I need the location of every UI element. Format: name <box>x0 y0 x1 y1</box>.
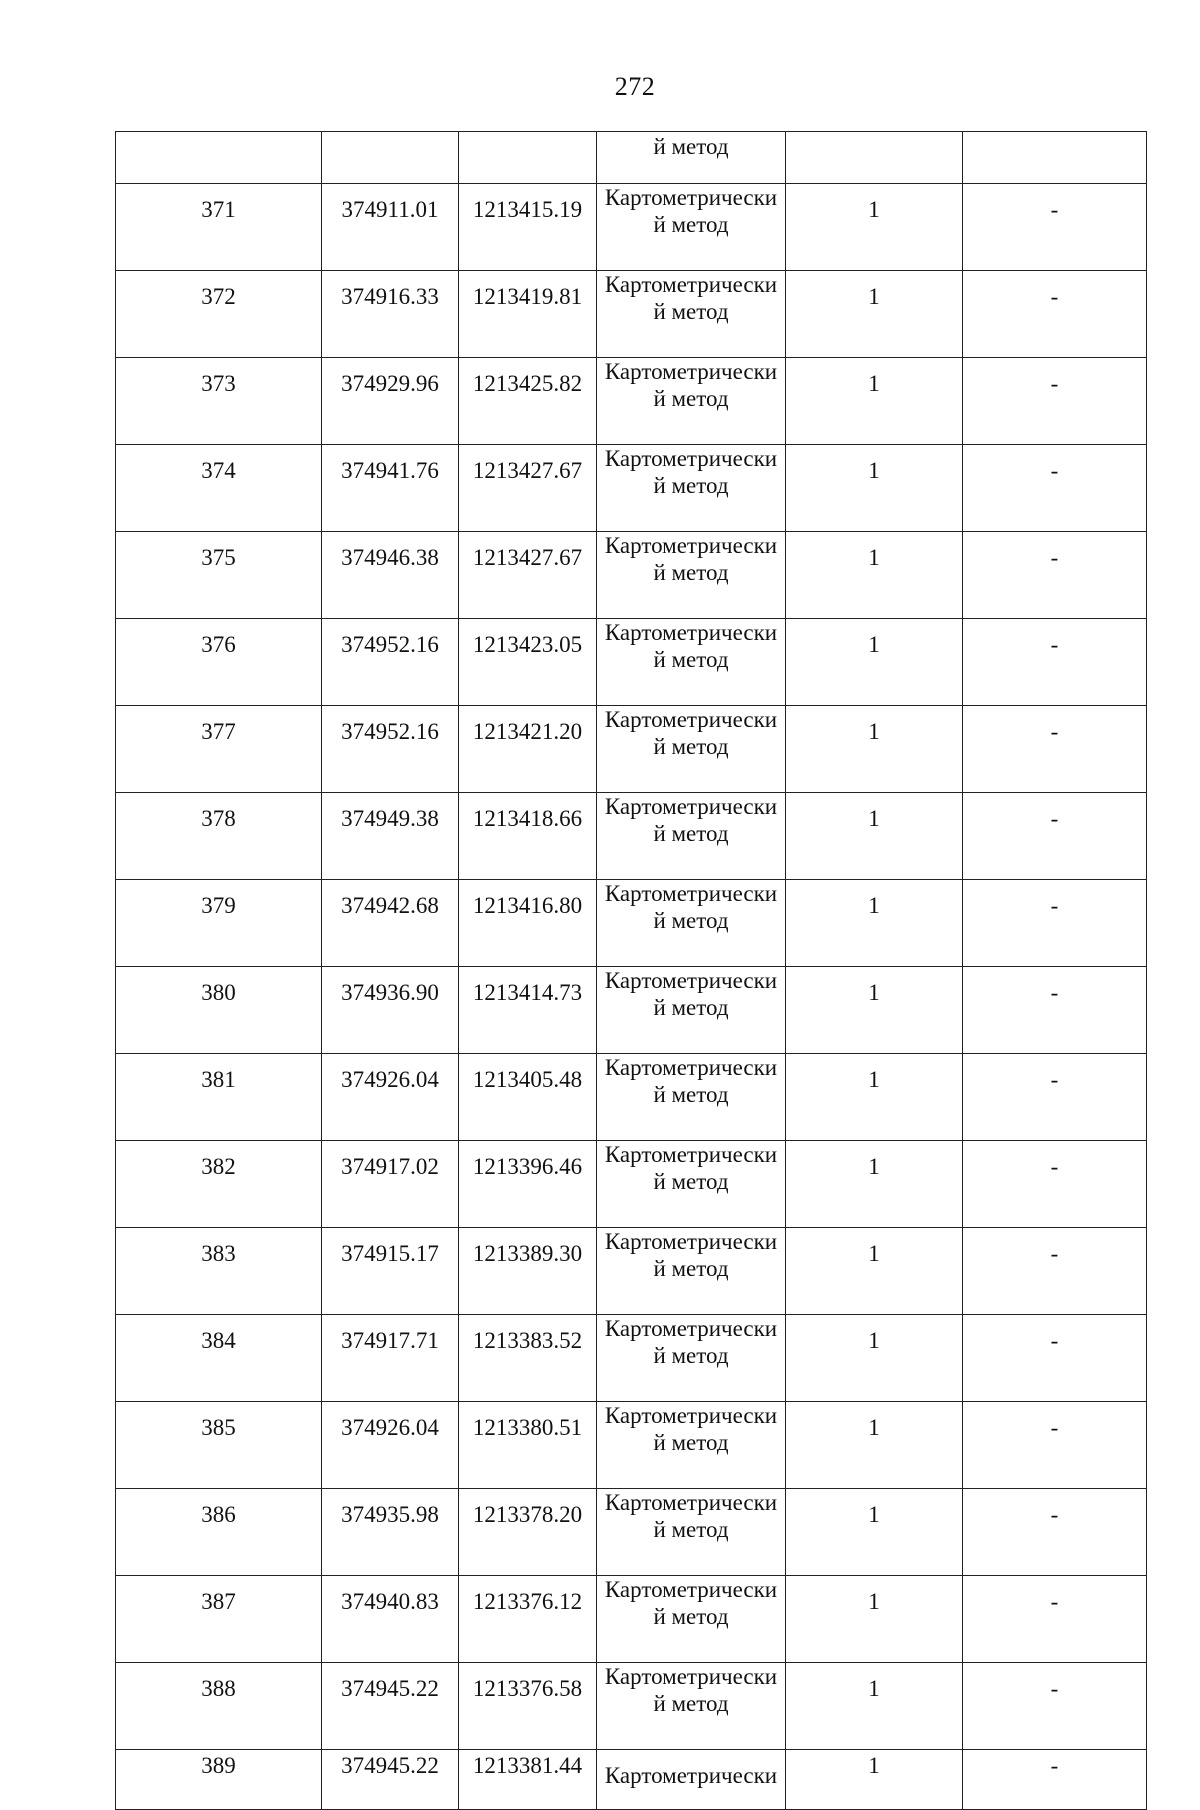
note-cell: - <box>963 1663 1147 1750</box>
accuracy-cell: 1 <box>786 1228 963 1315</box>
y-coordinate-cell: 1213376.12 <box>459 1576 597 1663</box>
page-number: 272 <box>614 72 656 101</box>
method-cell <box>597 1663 786 1750</box>
method-text-line1: Картометрически <box>604 272 778 297</box>
x-coordinate-cell: 374941.76 <box>322 445 459 532</box>
x-coordinate-cell: 374929.96 <box>322 358 459 445</box>
accuracy-cell: 1 <box>786 532 963 619</box>
note-cell <box>963 132 1147 184</box>
method-text-line1: Картометрически <box>604 1763 778 1788</box>
x-coordinate-cell: 374926.04 <box>322 1402 459 1489</box>
method-cell <box>597 1054 786 1141</box>
method-cell <box>597 967 786 1054</box>
method-text-line1: Картометрически <box>604 1316 778 1341</box>
table-row <box>116 1576 1147 1663</box>
note-cell: - <box>963 1141 1147 1228</box>
table-row <box>116 1489 1147 1576</box>
y-coordinate-cell: 1213418.66 <box>459 793 597 880</box>
accuracy-cell: 1 <box>786 1141 963 1228</box>
table-row <box>116 880 1147 967</box>
y-coordinate-cell: 1213389.30 <box>459 1228 597 1315</box>
method-text-line2: й метод <box>653 1343 729 1368</box>
x-coordinate-cell: 374926.04 <box>322 1054 459 1141</box>
table-row <box>116 1315 1147 1402</box>
method-cell <box>597 1228 786 1315</box>
x-coordinate-cell: 374946.38 <box>322 532 459 619</box>
method-cell <box>597 880 786 967</box>
note-cell: - <box>963 967 1147 1054</box>
method-cell <box>597 358 786 445</box>
x-coordinate-cell: 374911.01 <box>322 184 459 271</box>
accuracy-cell: 1 <box>786 1663 963 1750</box>
method-text-line2: й метод <box>653 212 729 237</box>
method-text-line1: Картометрически <box>604 968 778 993</box>
note-cell: - <box>963 1402 1147 1489</box>
accuracy-cell: 1 <box>786 184 963 271</box>
x-coordinate-cell: 374917.02 <box>322 1141 459 1228</box>
x-coordinate-cell <box>322 132 459 184</box>
method-cell <box>597 445 786 532</box>
accuracy-cell: 1 <box>786 1054 963 1141</box>
coordinates-table <box>115 131 1147 1810</box>
method-cell <box>597 619 786 706</box>
x-coordinate-cell: 374917.71 <box>322 1315 459 1402</box>
method-cell <box>597 132 786 184</box>
method-text-line2: й метод <box>653 1691 729 1716</box>
x-coordinate-cell: 374916.33 <box>322 271 459 358</box>
y-coordinate-cell: 1213383.52 <box>459 1315 597 1402</box>
x-coordinate-cell: 374945.22 <box>322 1663 459 1750</box>
table-row <box>116 184 1147 271</box>
y-coordinate-cell: 1213380.51 <box>459 1402 597 1489</box>
method-text-line1: Картометрически <box>604 1142 778 1167</box>
x-coordinate-cell: 374945.22 <box>322 1750 459 1810</box>
accuracy-cell: 1 <box>786 1576 963 1663</box>
point-cell: 374 <box>116 445 322 532</box>
accuracy-cell: 1 <box>786 445 963 532</box>
method-cell <box>597 793 786 880</box>
accuracy-cell: 1 <box>786 1489 963 1576</box>
method-text-line2: й метод <box>653 1430 729 1455</box>
note-cell: - <box>963 271 1147 358</box>
x-coordinate-cell: 374952.16 <box>322 706 459 793</box>
method-text-line2: й метод <box>653 995 729 1020</box>
point-cell <box>116 132 322 184</box>
y-coordinate-cell: 1213427.67 <box>459 445 597 532</box>
point-cell: 386 <box>116 1489 322 1576</box>
method-text-line1: Картометрически <box>604 1577 778 1602</box>
table-row <box>116 1228 1147 1315</box>
accuracy-cell: 1 <box>786 358 963 445</box>
table-row <box>116 793 1147 880</box>
accuracy-cell: 1 <box>786 1315 963 1402</box>
y-coordinate-cell: 1213421.20 <box>459 706 597 793</box>
method-text-line1: Картометрически <box>604 707 778 732</box>
method-cell <box>597 1750 786 1810</box>
x-coordinate-cell: 374949.38 <box>322 793 459 880</box>
accuracy-cell: 1 <box>786 967 963 1054</box>
point-cell: 376 <box>116 619 322 706</box>
note-cell: - <box>963 619 1147 706</box>
point-cell: 373 <box>116 358 322 445</box>
accuracy-cell <box>786 132 963 184</box>
method-text-line2: й метод <box>653 1169 729 1194</box>
point-cell: 380 <box>116 967 322 1054</box>
accuracy-cell: 1 <box>786 1750 963 1810</box>
point-cell: 372 <box>116 271 322 358</box>
method-cell <box>597 1489 786 1576</box>
accuracy-cell: 1 <box>786 880 963 967</box>
table-row <box>116 1663 1147 1750</box>
method-text-line1: Картометрически <box>604 1664 778 1689</box>
x-coordinate-cell: 374952.16 <box>322 619 459 706</box>
table-row <box>116 358 1147 445</box>
note-cell: - <box>963 880 1147 967</box>
point-cell: 377 <box>116 706 322 793</box>
x-coordinate-cell: 374942.68 <box>322 880 459 967</box>
method-text-line1: Картометрически <box>604 794 778 819</box>
x-coordinate-cell: 374935.98 <box>322 1489 459 1576</box>
y-coordinate-cell: 1213378.20 <box>459 1489 597 1576</box>
y-coordinate-cell: 1213415.19 <box>459 184 597 271</box>
table-row <box>116 271 1147 358</box>
table-row <box>116 1402 1147 1489</box>
accuracy-cell: 1 <box>786 793 963 880</box>
point-cell: 371 <box>116 184 322 271</box>
method-text-line2: й метод <box>653 1082 729 1107</box>
x-coordinate-cell: 374940.83 <box>322 1576 459 1663</box>
method-text-line1: Картометрически <box>604 1490 778 1515</box>
note-cell: - <box>963 532 1147 619</box>
note-cell: - <box>963 445 1147 532</box>
method-text-line1: Картометрически <box>604 533 778 558</box>
method-cell <box>597 706 786 793</box>
method-text-line2: й метод <box>653 734 729 759</box>
method-text-line1: Картометрически <box>604 881 778 906</box>
method-text: й метод <box>653 134 729 159</box>
point-cell: 383 <box>116 1228 322 1315</box>
note-cell: - <box>963 793 1147 880</box>
method-text-line2: й метод <box>653 821 729 846</box>
continuation-row <box>116 132 1147 184</box>
note-cell: - <box>963 1489 1147 1576</box>
y-coordinate-cell: 1213427.67 <box>459 532 597 619</box>
table-row-last <box>116 1750 1147 1810</box>
y-coordinate-cell: 1213405.48 <box>459 1054 597 1141</box>
y-coordinate-cell: 1213423.05 <box>459 619 597 706</box>
point-cell: 387 <box>116 1576 322 1663</box>
table-row <box>116 967 1147 1054</box>
point-cell: 389 <box>116 1750 322 1810</box>
y-coordinate-cell: 1213414.73 <box>459 967 597 1054</box>
method-cell <box>597 184 786 271</box>
y-coordinate-cell: 1213425.82 <box>459 358 597 445</box>
method-text-line1: Картометрически <box>604 359 778 384</box>
accuracy-cell: 1 <box>786 1402 963 1489</box>
accuracy-cell: 1 <box>786 706 963 793</box>
method-text-line2: й метод <box>653 1604 729 1629</box>
note-cell: - <box>963 706 1147 793</box>
note-cell: - <box>963 1750 1147 1810</box>
point-cell: 378 <box>116 793 322 880</box>
y-coordinate-cell: 1213396.46 <box>459 1141 597 1228</box>
x-coordinate-cell: 374915.17 <box>322 1228 459 1315</box>
method-text-line2: й метод <box>653 1256 729 1281</box>
table-row <box>116 1141 1147 1228</box>
note-cell: - <box>963 1576 1147 1663</box>
method-text-line2: й метод <box>653 473 729 498</box>
table-row <box>116 445 1147 532</box>
y-coordinate-cell: 1213419.81 <box>459 271 597 358</box>
note-cell: - <box>963 1315 1147 1402</box>
method-text-line2: й метод <box>653 908 729 933</box>
method-text-line1: Картометрически <box>604 1055 778 1080</box>
method-text-line1: Картометрически <box>604 1403 778 1428</box>
note-cell: - <box>963 358 1147 445</box>
y-coordinate-cell: 1213376.58 <box>459 1663 597 1750</box>
y-coordinate-cell <box>459 132 597 184</box>
method-text-line2: й метод <box>653 386 729 411</box>
method-cell <box>597 532 786 619</box>
point-cell: 382 <box>116 1141 322 1228</box>
method-text-line2: й метод <box>653 560 729 585</box>
method-cell <box>597 1576 786 1663</box>
table-row <box>116 619 1147 706</box>
note-cell: - <box>963 1228 1147 1315</box>
accuracy-cell: 1 <box>786 271 963 358</box>
method-text-line2: й метод <box>653 299 729 324</box>
point-cell: 379 <box>116 880 322 967</box>
note-cell: - <box>963 1054 1147 1141</box>
method-text-line1: Картометрически <box>604 620 778 645</box>
y-coordinate-cell: 1213416.80 <box>459 880 597 967</box>
method-cell <box>597 271 786 358</box>
method-cell <box>597 1315 786 1402</box>
method-cell <box>597 1402 786 1489</box>
method-text-line1: Картометрически <box>604 446 778 471</box>
point-cell: 385 <box>116 1402 322 1489</box>
method-text-line1: Картометрически <box>604 185 778 210</box>
table-row <box>116 706 1147 793</box>
point-cell: 381 <box>116 1054 322 1141</box>
note-cell: - <box>963 184 1147 271</box>
point-cell: 384 <box>116 1315 322 1402</box>
method-text-line2: й метод <box>653 1517 729 1542</box>
table-row <box>116 532 1147 619</box>
table-row <box>116 1054 1147 1141</box>
x-coordinate-cell: 374936.90 <box>322 967 459 1054</box>
method-text-line2: й метод <box>653 647 729 672</box>
method-text-line1: Картометрически <box>604 1229 778 1254</box>
point-cell: 375 <box>116 532 322 619</box>
accuracy-cell: 1 <box>786 619 963 706</box>
y-coordinate-cell: 1213381.44 <box>459 1750 597 1810</box>
point-cell: 388 <box>116 1663 322 1750</box>
method-cell <box>597 1141 786 1228</box>
